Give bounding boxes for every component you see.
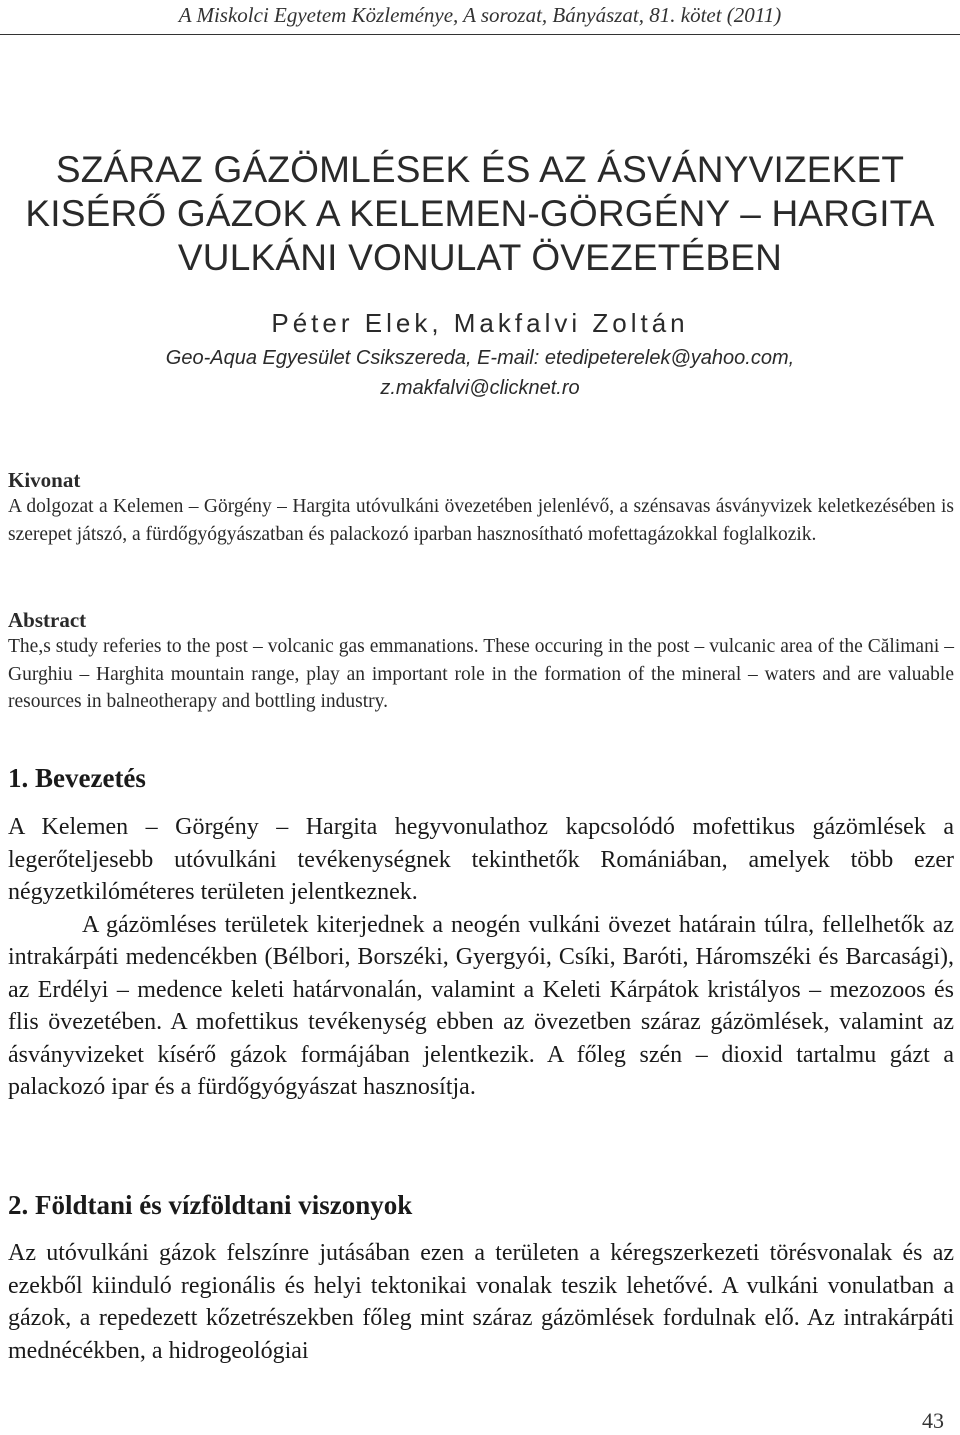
section-1-heading: 1. Bevezetés	[8, 763, 146, 793]
header-rule	[0, 34, 960, 35]
section-2-heading: 2. Földtani és vízföldtani viszonyok	[8, 1190, 413, 1220]
section-1-paragraph-2: A gázömléses területek kiterjednek a neogén vulkáni övezet határain túlra, fellelhetők az intrakárpáti medencékben (Bélbori, Borszéki, Gyergyói, Csíki, Baróti, Háromszéki és Barcasági), az Erdélyi – medence keleti határvonalán, valamint a Keleti Kárpátok kristályos – mezozoos és flis övezetében. A mofettikus tevékenység ebben az övezetben száraz gázömlések, valamint az ásványvizeket kísérő gázok formájában jelentkezik. A főleg szén – dioxid tartalmu gázt a palackozó ipar és a fürdőgyógyászat hasznosítja.	[8, 911, 954, 1100]
abstract-section	[8, 607, 954, 716]
title-line-2: KISÉRŐ GÁZOK A KELEMEN-GÖRGÉNY – HARGITA	[25, 193, 935, 234]
section-1-paragraph-1: A Kelemen – Görgény – Hargita hegyvonulathoz kapcsolódó mofettikus gázömlések a legerőteljesebb utóvulkáni tevékenységnek tekinthetők Romániában, amelyek több ezer négyzetkilóméteres területen jelentkeznek.	[8, 814, 954, 905]
title-line-3: VULKÁNI VONULAT ÖVEZETÉBEN	[177, 237, 783, 278]
section-2-body	[8, 1237, 954, 1367]
section-1-body	[8, 811, 954, 1104]
affiliation	[0, 343, 960, 403]
abstract-heading: Abstract	[8, 608, 87, 632]
kivonat-text: A dolgozat a Kelemen – Görgény – Hargita utóvulkáni övezetében jelenlévő, a szénsavas ásványvizek keletkezésében is szerepet játszó, a fürdőgyógyászatban és palackozó iparban hasznosítható mofettagázokkal foglalkozik.	[8, 496, 954, 545]
kivonat-heading: Kivonat	[8, 468, 81, 492]
affiliation-line-1: Geo-Aqua Egyesület Csikszereda, E-mail: etedipeterelek@yahoo.com,	[165, 347, 795, 369]
authors: Péter Elek, Makfalvi Zoltán	[271, 308, 689, 338]
page-number: 43	[922, 1408, 944, 1433]
kivonat-section	[8, 467, 954, 548]
paper-title	[0, 148, 960, 280]
affiliation-line-2: z.makfalvi@clicknet.ro	[380, 377, 580, 399]
title-line-1: SZÁRAZ GÁZÖMLÉSEK ÉS AZ ÁSVÁNYVIZEKET	[55, 149, 905, 190]
abstract-text: The,s study referies to the post – volcanic gas emmanations. These occuring in the post – vulcanic area of the Călimani – Gurghiu – Harghita mountain range, play an important role in the formation of the mineral – waters and are valuable resources in balneotherapy and bottling industry.	[8, 636, 954, 712]
section-2-paragraph-1: Az utóvulkáni gázok felszínre jutásában ezen a területen a kéregszerkezeti törésvonalak és az ezekből kiinduló regionális és helyi tektonikai vonalak teszik lehetővé. A vulkáni vonulatban a gázok, a repedezett kőzetrészekben főleg mint száraz gázömlések fordulnak elő. Az intrakárpáti mednécékben, a hidrogeológiai	[8, 1240, 954, 1364]
running-header: A Miskolci Egyetem Közleménye, A sorozat, Bányászat, 81. kötet (2011)	[178, 3, 782, 27]
